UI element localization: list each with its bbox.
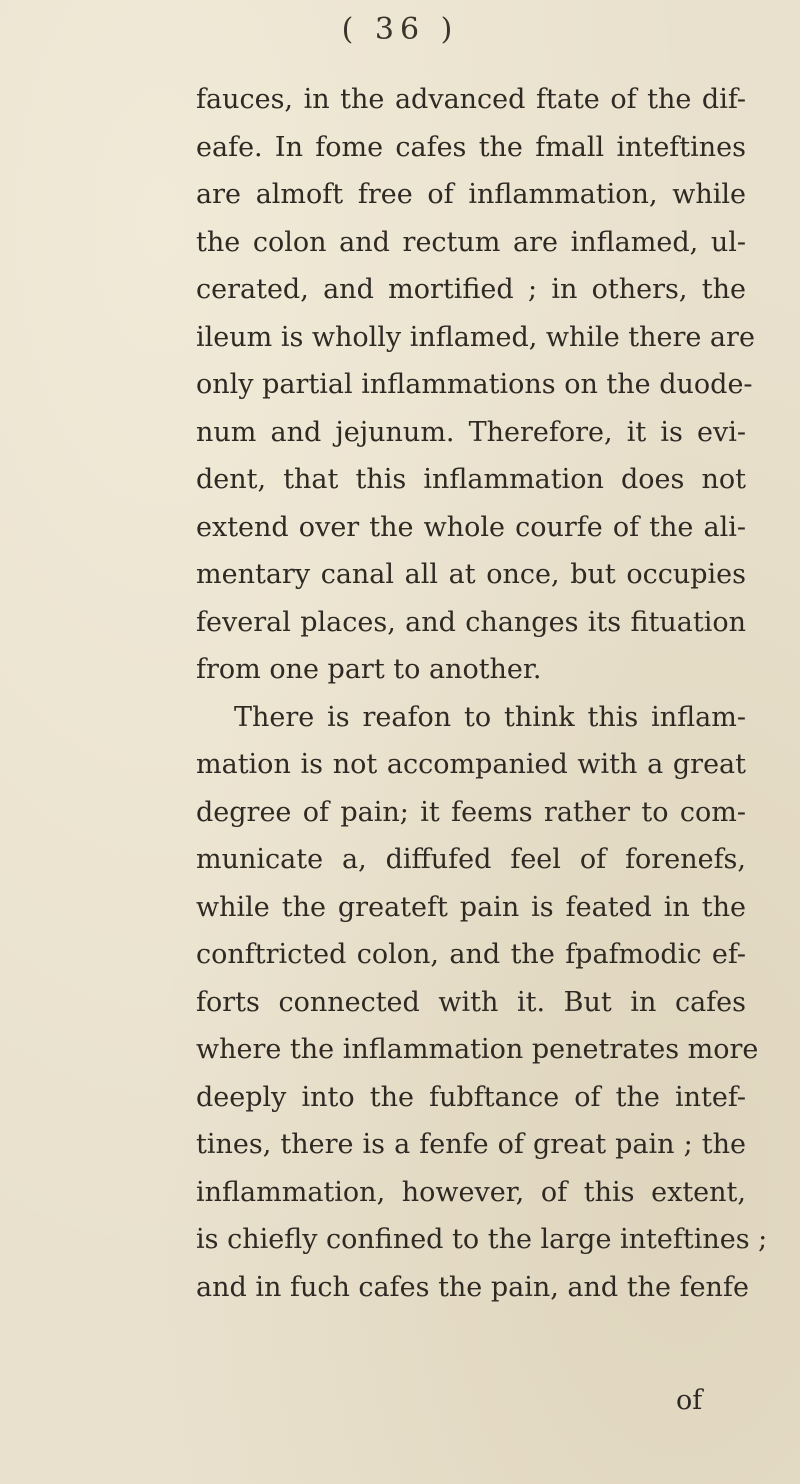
text-line-22: deeply into the fubftance of the intef- — [196, 1081, 746, 1113]
page-number: ( 36 ) — [341, 12, 459, 47]
text-line-10: extend over the whole courfe of the ali- — [196, 511, 746, 543]
text-line-8: num and jejunum. Therefore, it is evi- — [196, 416, 746, 448]
text-line-18: while the greateft pain is feated in the — [196, 891, 746, 923]
text-line-1: fauces, in the advanced ftate of the dif- — [196, 84, 746, 115]
text-line-17: municate a, diffufed feel of forenefs, — [196, 844, 746, 875]
text-line-13: from one part to another. — [196, 654, 542, 685]
text-line-16: degree of pain; it feems rather to com- — [196, 796, 746, 828]
text-line-3: are almoft free of inflammation, while — [196, 179, 746, 210]
text-line-5: cerated, and mortified ; in others, the — [196, 274, 746, 305]
text-line-11: mentary canal all at once, but occupies — [196, 559, 746, 590]
text-line-14: There is reafon to think this inflam- — [234, 701, 746, 733]
text-line-9: dent, that this inflammation does not — [196, 464, 746, 495]
text-line-21: where the inflammation penetrates more — [196, 1034, 759, 1065]
catchword: of — [676, 1385, 703, 1416]
body-text — [196, 76, 768, 1311]
text-line-19: conftricted colon, and the fpafmodic ef- — [196, 939, 746, 970]
text-line-6: ileum is wholly inflamed, while there are — [196, 321, 755, 353]
text-line-7: only partial inflammations on the duode- — [196, 369, 753, 400]
text-line-24: inflammation, however, of this extent, — [196, 1176, 746, 1208]
text-line-26: and in fuch cafes the pain, and the fenfe — [196, 1271, 749, 1303]
text-line-4: the colon and rectum are inflamed, ul- — [196, 226, 746, 258]
text-line-20: forts connected with it. But in cafes — [196, 986, 746, 1018]
text-line-25: is chiefly confined to the large inteftines ; — [196, 1224, 768, 1255]
text-line-12: feveral places, and changes its fituation — [196, 606, 746, 638]
text-line-2: eafe. In fome cafes the fmall inteftines — [196, 131, 746, 163]
text-line-23: tines, there is a fenfe of great pain ; the — [196, 1129, 746, 1160]
text-line-15: mation is not accompanied with a great — [196, 749, 746, 780]
